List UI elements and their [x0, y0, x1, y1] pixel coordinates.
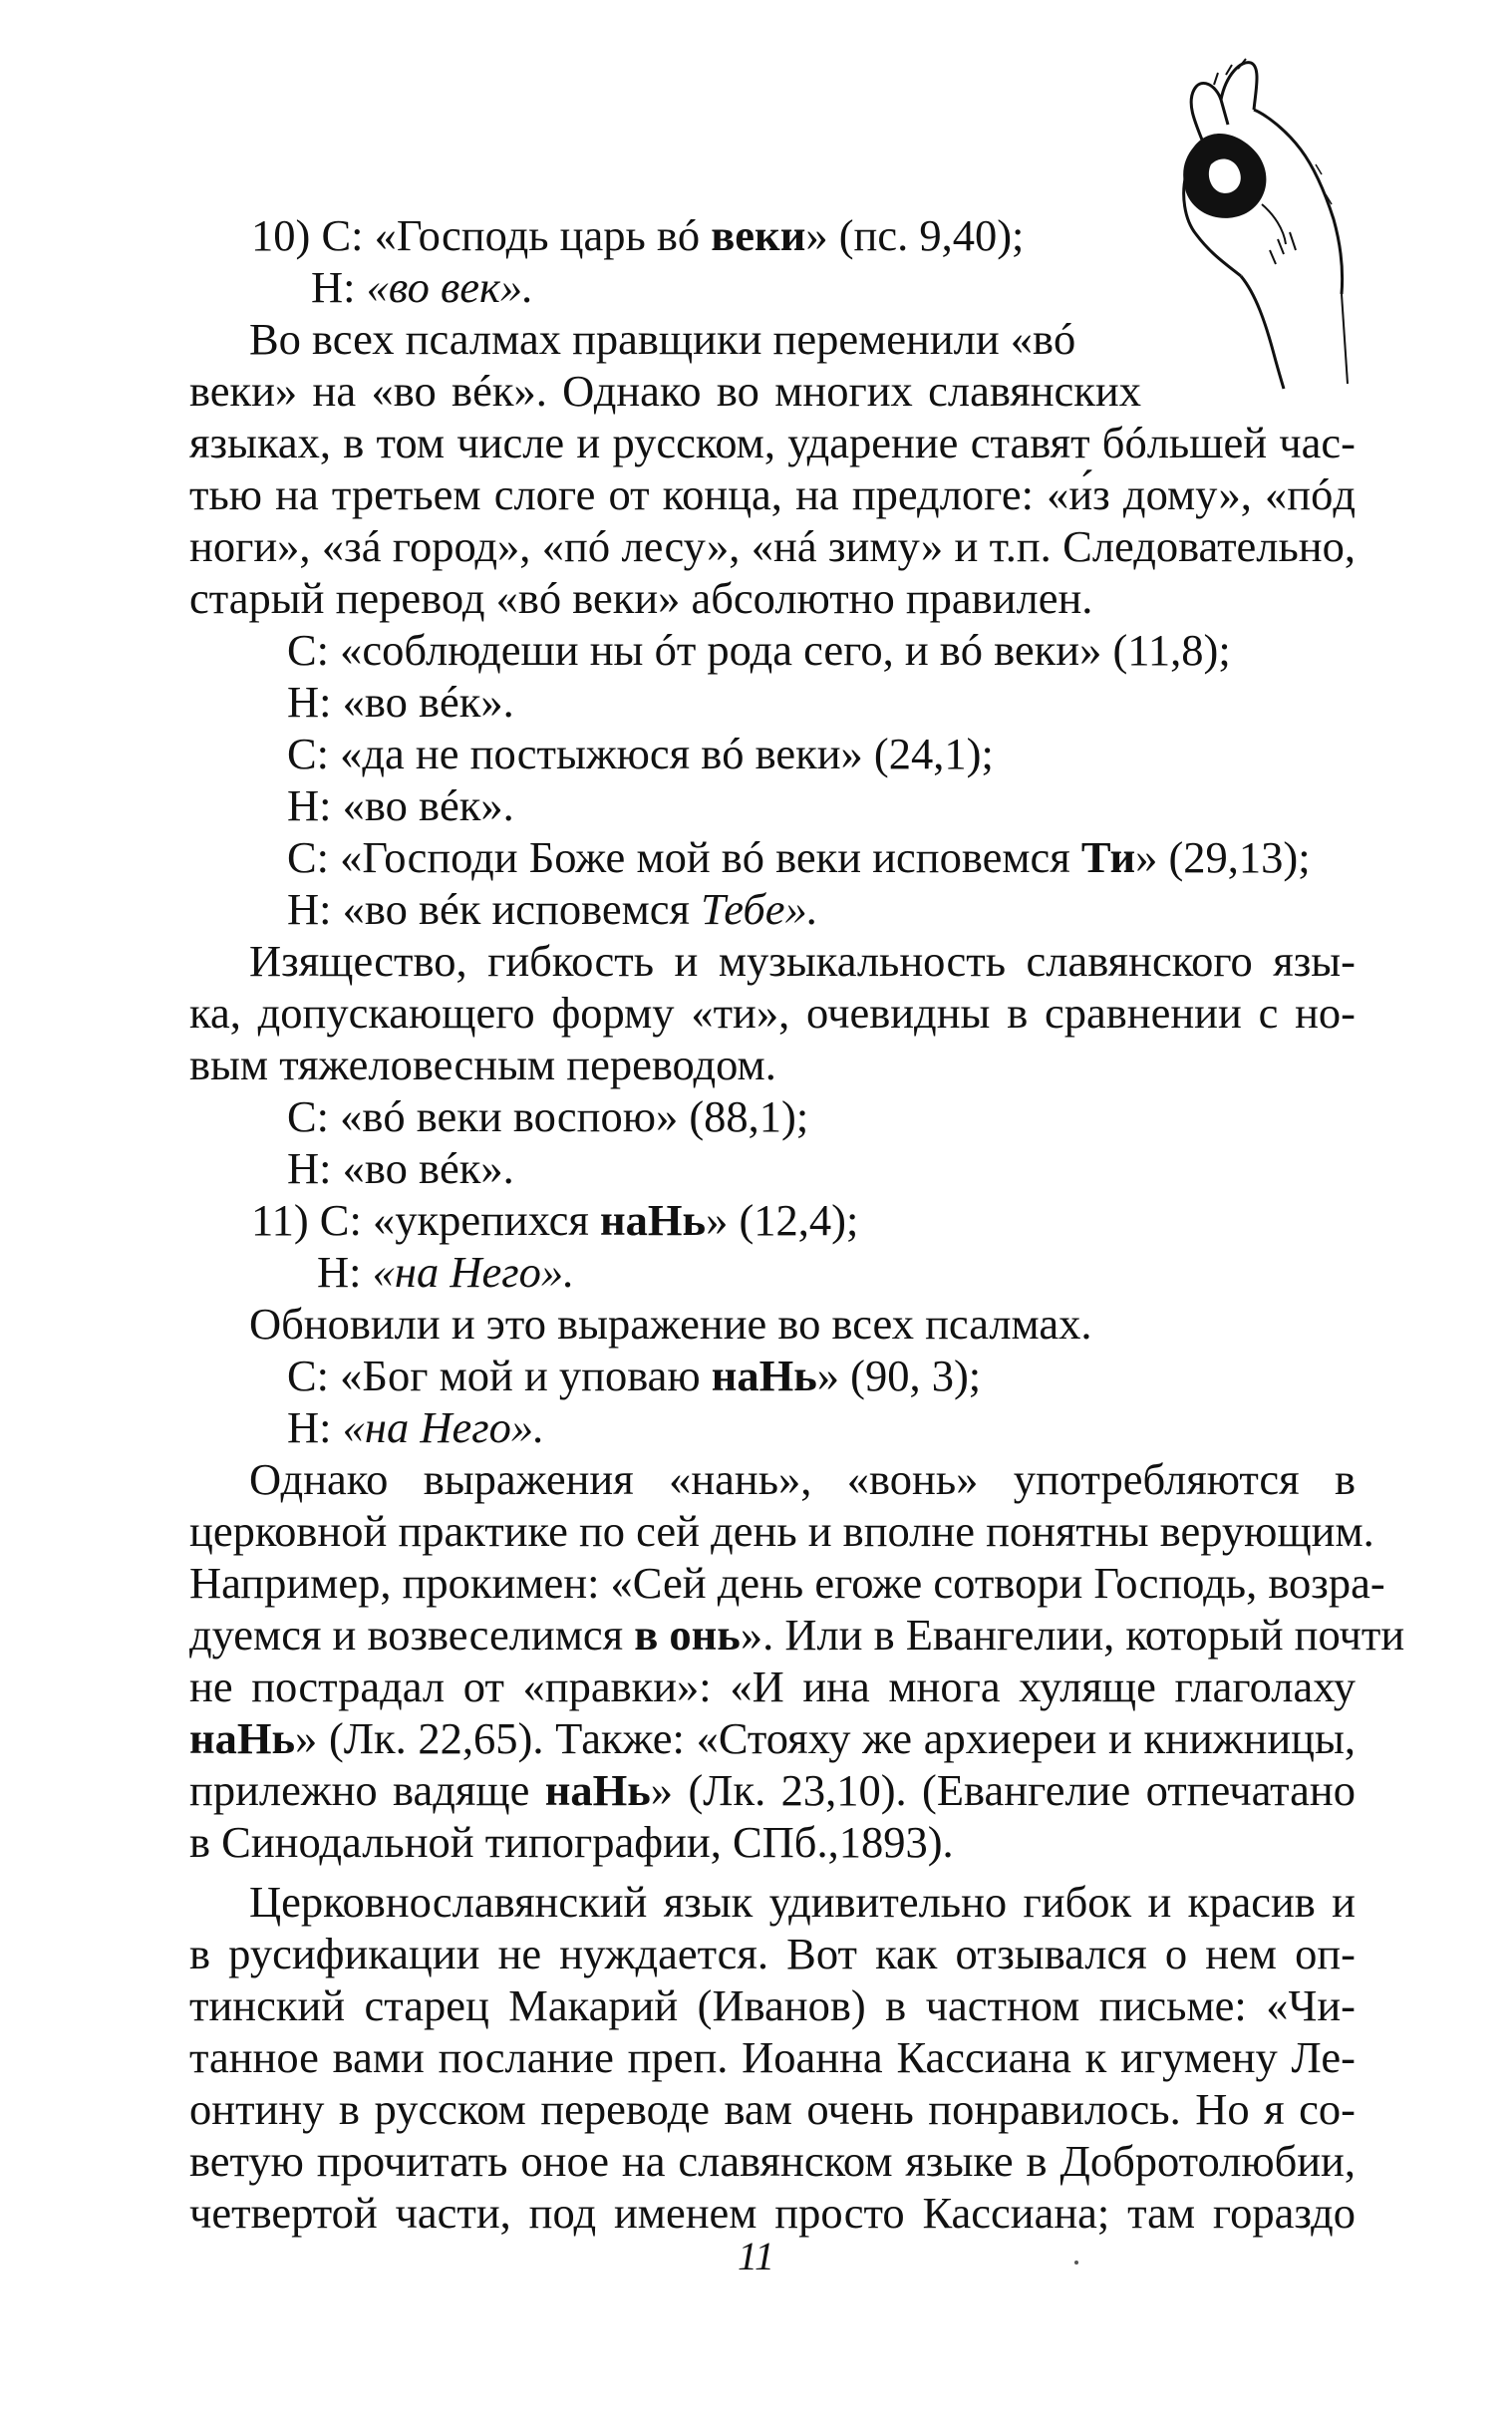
italic-phrase: «во век». [366, 262, 534, 312]
line-18: С: «вó веки воспою» (88,1); [287, 1091, 809, 1141]
line-3: Во всех псалмах правщики переменили «вó [249, 314, 1076, 364]
text-segment: 10) С: «Господь царь вó [251, 210, 712, 260]
line-33: Церковнославянский язык удивительно гибок и красив и [249, 1877, 1356, 1927]
line-28 [189, 1609, 1405, 1661]
line-19: Н: «во вéк». [287, 1143, 514, 1193]
bold-word: наНь [544, 1765, 651, 1815]
bold-word: наНь [711, 1351, 817, 1400]
line-30 [189, 1712, 1356, 1764]
text-segment: ». Или в Евангелии, который почти [740, 1610, 1405, 1660]
text-segment: Н: [317, 1247, 373, 1297]
line-15: Изящество, гибкость и музыкальность славянского язы- [249, 936, 1356, 986]
text-segment: » (Лк. 22,65). Также: «Стояху же архиереи и книжницы, [295, 1713, 1356, 1763]
text-segment: 11) С: «укрепихся [251, 1195, 601, 1245]
bold-word: наНь [189, 1713, 296, 1763]
line-35: тинский старец Макарий (Иванов) в частном письме: «Чи- [189, 1980, 1356, 2030]
italic-phrase: Тебе». [701, 884, 818, 934]
text-segment: » (12,4); [706, 1195, 859, 1245]
line-39: четвертой части, под именем просто Кассиана; там гораздо [189, 2188, 1356, 2238]
pointing-hand-icon [1166, 55, 1356, 394]
line-5: языках, в том числе и русском, ударение ставят бóльшей час- [189, 418, 1356, 467]
italic-phrase: «на Него». [342, 1402, 545, 1452]
text-segment: » (90, 3); [816, 1351, 982, 1400]
text-segment: дуемся и возвеселимся [189, 1610, 635, 1660]
text-segment: » (Лк. 23,10). (Евангелие отпечатано [650, 1765, 1356, 1815]
text-segment: С: «Господи Боже мой вó веки исповемся [287, 832, 1081, 882]
text-segment: Н: [287, 1402, 343, 1452]
line-13 [287, 831, 1311, 883]
bold-word: веки [711, 210, 806, 260]
line-11: С: «да не постыжюся вó веки» (24,1); [287, 729, 994, 778]
line-26: церковной практике по сей день и вполне понятны верующим. [189, 1506, 1374, 1556]
line-7: ноги», «зá город», «пó лесу», «нá зиму» и т.п. Следовательно, [189, 521, 1356, 571]
bold-word: в онь [634, 1610, 741, 1660]
line-36: танное вами послание преп. Иоанна Кассиана к игумену Ле- [189, 2032, 1356, 2082]
line-24 [287, 1401, 544, 1453]
line-12: Н: «во вéк». [287, 780, 514, 830]
line-34: в русификации не нуждается. Вот как отзывался о нем оп- [189, 1929, 1356, 1978]
line-14 [287, 883, 818, 935]
line-10: Н: «во вéк». [287, 677, 514, 727]
text-segment: С: «Бог мой и уповаю [287, 1351, 712, 1400]
bold-word: наНь [600, 1195, 707, 1245]
bold-word: Ти [1080, 832, 1136, 882]
line-9: С: «соблюдеши ны óт рода сего, и вó веки» (11,8); [287, 625, 1231, 675]
line-32: в Синодальной типографии, СПб.,1893). [189, 1817, 954, 1867]
line-4: веки» на «во вéк». Однако во многих славянских [189, 366, 1141, 416]
line-1 [251, 209, 1024, 261]
page-number: 11 [737, 2234, 775, 2278]
print-speck [1074, 2261, 1078, 2265]
line-17: вым тяжеловесным переводом. [189, 1040, 776, 1089]
line-27: Например, прокимен: «Сей день егоже сотвори Господь, возра- [189, 1558, 1385, 1608]
text-segment: » (29,13); [1135, 832, 1311, 882]
line-21 [317, 1246, 574, 1298]
italic-phrase: «на Него». [372, 1247, 575, 1297]
text-segment: Н: «во вéк исповемся [287, 884, 702, 934]
line-16: ка, допускающего форму «ти», очевидны в сравнении с но- [189, 988, 1356, 1038]
line-29: не пострадал от «правки»: «И ина многа хуляще глаголаху [189, 1662, 1356, 1711]
line-23 [287, 1350, 981, 1401]
text-segment: прилежно вадяще [189, 1765, 545, 1815]
line-8: старый перевод «вó веки» абсолютно правилен. [189, 573, 1093, 623]
line-31 [189, 1764, 1356, 1816]
line-22: Обновили и это выражение во всех псалмах. [249, 1299, 1092, 1349]
line-37: онтину в русском переводе вам очень понравилось. Но я со- [189, 2084, 1356, 2134]
text-segment: » (пс. 9,40); [805, 210, 1025, 260]
line-2 [311, 261, 533, 313]
line-38: ветую прочитать оное на славянском языке в Добротолюбии, [189, 2136, 1356, 2186]
line-20 [251, 1194, 858, 1246]
text-segment: Н: [311, 262, 367, 312]
line-6: тью на третьем слоге от конца, на предлоге: «и́з дому», «пóд [189, 469, 1356, 519]
line-25: Однако выражения «нань», «вонь» употребляются в [249, 1454, 1356, 1504]
